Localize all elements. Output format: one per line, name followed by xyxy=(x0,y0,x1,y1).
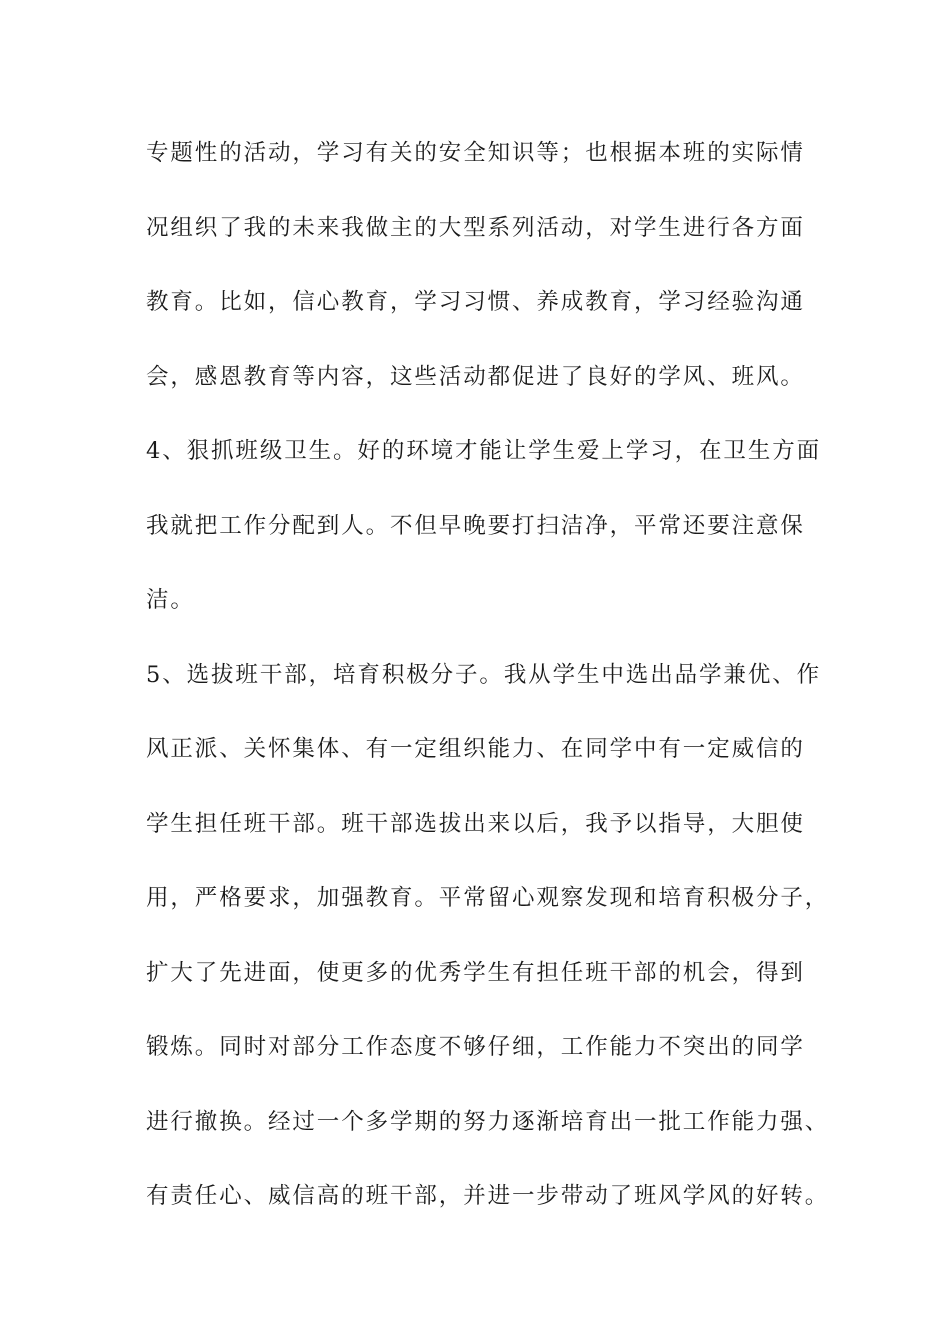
body-text xyxy=(146,131,836,1249)
text-line: 进行撤换。经过一个多学期的努力逐渐培育出一批工作能力强、 xyxy=(146,1108,830,1135)
text-line: 专题性的活动，学习有关的安全知识等；也根据本班的实际情 xyxy=(146,140,805,166)
text-line: 会，感恩教育等内容，这些活动都促进了良好的学风、班风。 xyxy=(146,363,805,390)
text-line: 况组织了我的未来我做主的大型系列活动，对学生进行各方面 xyxy=(146,214,805,241)
text-line: 教育。比如，信心教育，学习习惯、养成教育，学习经验沟通 xyxy=(146,289,805,315)
text-line: 扩大了先进面，使更多的优秀学生有担任班干部的机会，得到 xyxy=(146,959,805,986)
text-line: 风正派、关怀集体、有一定组织能力、在同学中有一定威信的 xyxy=(146,736,805,762)
text-line: 洁。 xyxy=(146,587,195,613)
text-line: 锻炼。同时对部分工作态度不够仔细，工作能力不突出的同学 xyxy=(146,1034,805,1060)
text-line: 学生担任班干部。班干部选拔出来以后，我予以指导，大胆使 xyxy=(146,810,805,837)
text-line: 有责任心、威信高的班干部，并进一步带动了班风学风的好转。 xyxy=(146,1183,830,1209)
text-line: 4、狠抓班级卫生。好的环境才能让学生爱上学习，在卫生方面 xyxy=(146,438,822,464)
text-line: 用，严格要求，加强教育。平常留心观察发现和培育积极分子， xyxy=(146,885,830,911)
text-line: 5、选拔班干部，培育积极分子。我从学生中选出品学兼优、作 xyxy=(146,661,822,688)
text-line: 我就把工作分配到人。不但早晚要打扫洁净，平常还要注意保 xyxy=(146,512,805,539)
